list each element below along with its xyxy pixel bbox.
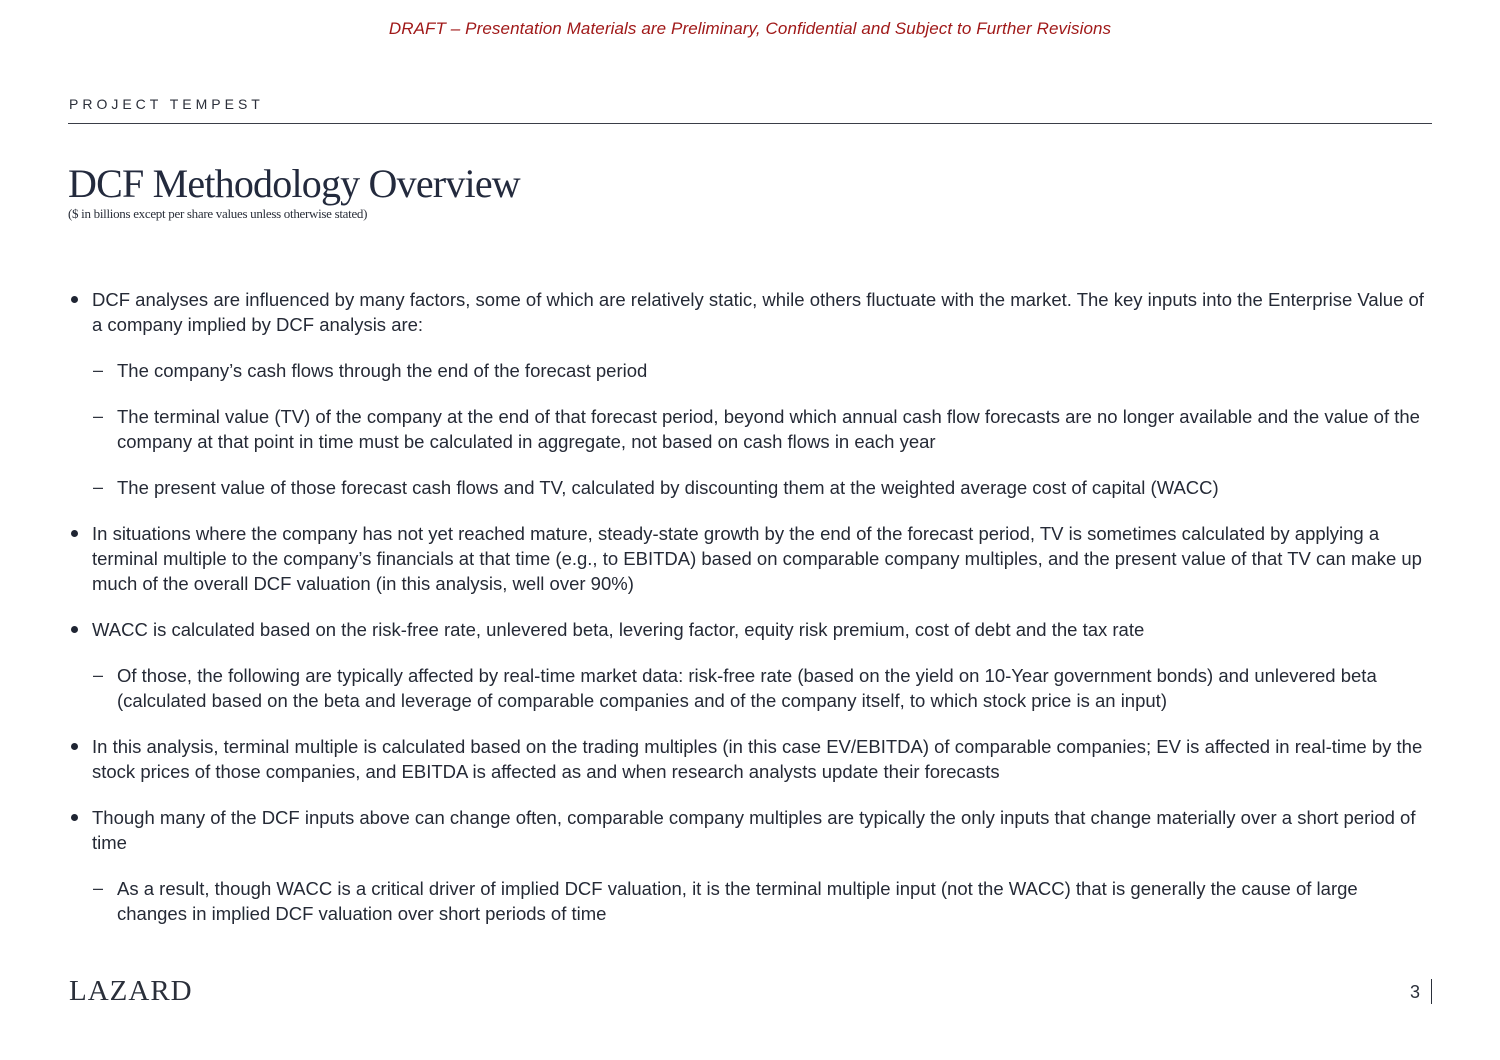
dash-icon: – bbox=[93, 360, 104, 380]
page-subtitle: ($ in billions except per share values unless otherwise stated) bbox=[68, 206, 368, 221]
bullet-dot-icon bbox=[71, 814, 78, 821]
header-divider bbox=[68, 123, 1432, 124]
sub-bullet-text: The terminal value (TV) of the company at the end of that forecast period, beyond which annual cash flow forecasts are no longer available and the value of the company at that point in time must be calculated in aggregate, not based on cash flows in each year bbox=[117, 406, 1420, 452]
dash-icon: – bbox=[93, 878, 104, 898]
sub-bullet-item bbox=[68, 358, 1428, 383]
bullet-list bbox=[68, 287, 1428, 947]
sub-bullet-item bbox=[68, 404, 1428, 454]
bullet-text: DCF analyses are influenced by many factors, some of which are relatively static, while others fluctuate with the market. The key inputs into the Enterprise Value of a company implied by DCF analysis are: bbox=[92, 289, 1424, 335]
dash-icon: – bbox=[93, 406, 104, 426]
project-name: PROJECT TEMPEST bbox=[69, 96, 264, 112]
sub-bullet-text: The present value of those forecast cash flows and TV, calculated by discounting them at the weighted average cost of capital (WACC) bbox=[117, 477, 1219, 498]
sub-bullet-text: The company’s cash flows through the end of the forecast period bbox=[117, 360, 648, 381]
bullet-text: In situations where the company has not yet reached mature, steady-state growth by the end of the forecast period, TV is sometimes calculated by applying a terminal multiple to the company’s financials at that time (e.g., to EBITDA) based on comparable company multiples, and the present value of that TV can make up much of the overall DCF valuation (in this analysis, well over 90%) bbox=[92, 523, 1422, 594]
page-title: DCF Methodology Overview bbox=[68, 161, 520, 206]
page-number-divider bbox=[1431, 979, 1432, 1004]
bullet-item bbox=[68, 521, 1428, 596]
bullet-item bbox=[68, 287, 1428, 337]
draft-notice: DRAFT – Presentation Materials are Preliminary, Confidential and Subject to Further Revisions bbox=[388, 19, 1112, 38]
bullet-dot-icon bbox=[71, 530, 78, 537]
page-number: 3 bbox=[1409, 982, 1420, 1002]
sub-bullet-item bbox=[68, 663, 1428, 713]
bullet-text: WACC is calculated based on the risk-free rate, unlevered beta, levering factor, equity risk premium, cost of debt and the tax rate bbox=[92, 619, 1145, 640]
bullet-dot-icon bbox=[71, 626, 78, 633]
bullet-item bbox=[68, 734, 1428, 784]
bullet-text: Though many of the DCF inputs above can change often, comparable company multiples are typically the only inputs that change materially over a short period of time bbox=[92, 807, 1416, 853]
sub-bullet-text: Of those, the following are typically affected by real-time market data: risk-free rate (based on the yield on 10-Year government bonds) and unlevered beta (calculated based on the beta and leverage of comparable companies and of the company itself, to which stock price is an input) bbox=[117, 665, 1377, 711]
bullet-item bbox=[68, 617, 1428, 642]
dash-icon: – bbox=[93, 665, 104, 685]
bullet-text: In this analysis, terminal multiple is calculated based on the trading multiples (in this case EV/EBITDA) of comparable companies; EV is affected in real-time by the stock prices of those companies, and EBITDA is affected as and when research analysts update their forecasts bbox=[92, 736, 1423, 782]
dash-icon: – bbox=[93, 477, 104, 497]
sub-bullet-text: As a result, though WACC is a critical driver of implied DCF valuation, it is the terminal multiple input (not the WACC) that is generally the cause of large changes in implied DCF valuation over short periods of time bbox=[117, 878, 1358, 924]
bullet-item bbox=[68, 805, 1428, 855]
sub-bullet-item bbox=[68, 876, 1428, 926]
bullet-dot-icon bbox=[71, 296, 78, 303]
bullet-dot-icon bbox=[71, 743, 78, 750]
lazard-logo: LAZARD bbox=[69, 975, 193, 1007]
sub-bullet-item bbox=[68, 475, 1428, 500]
